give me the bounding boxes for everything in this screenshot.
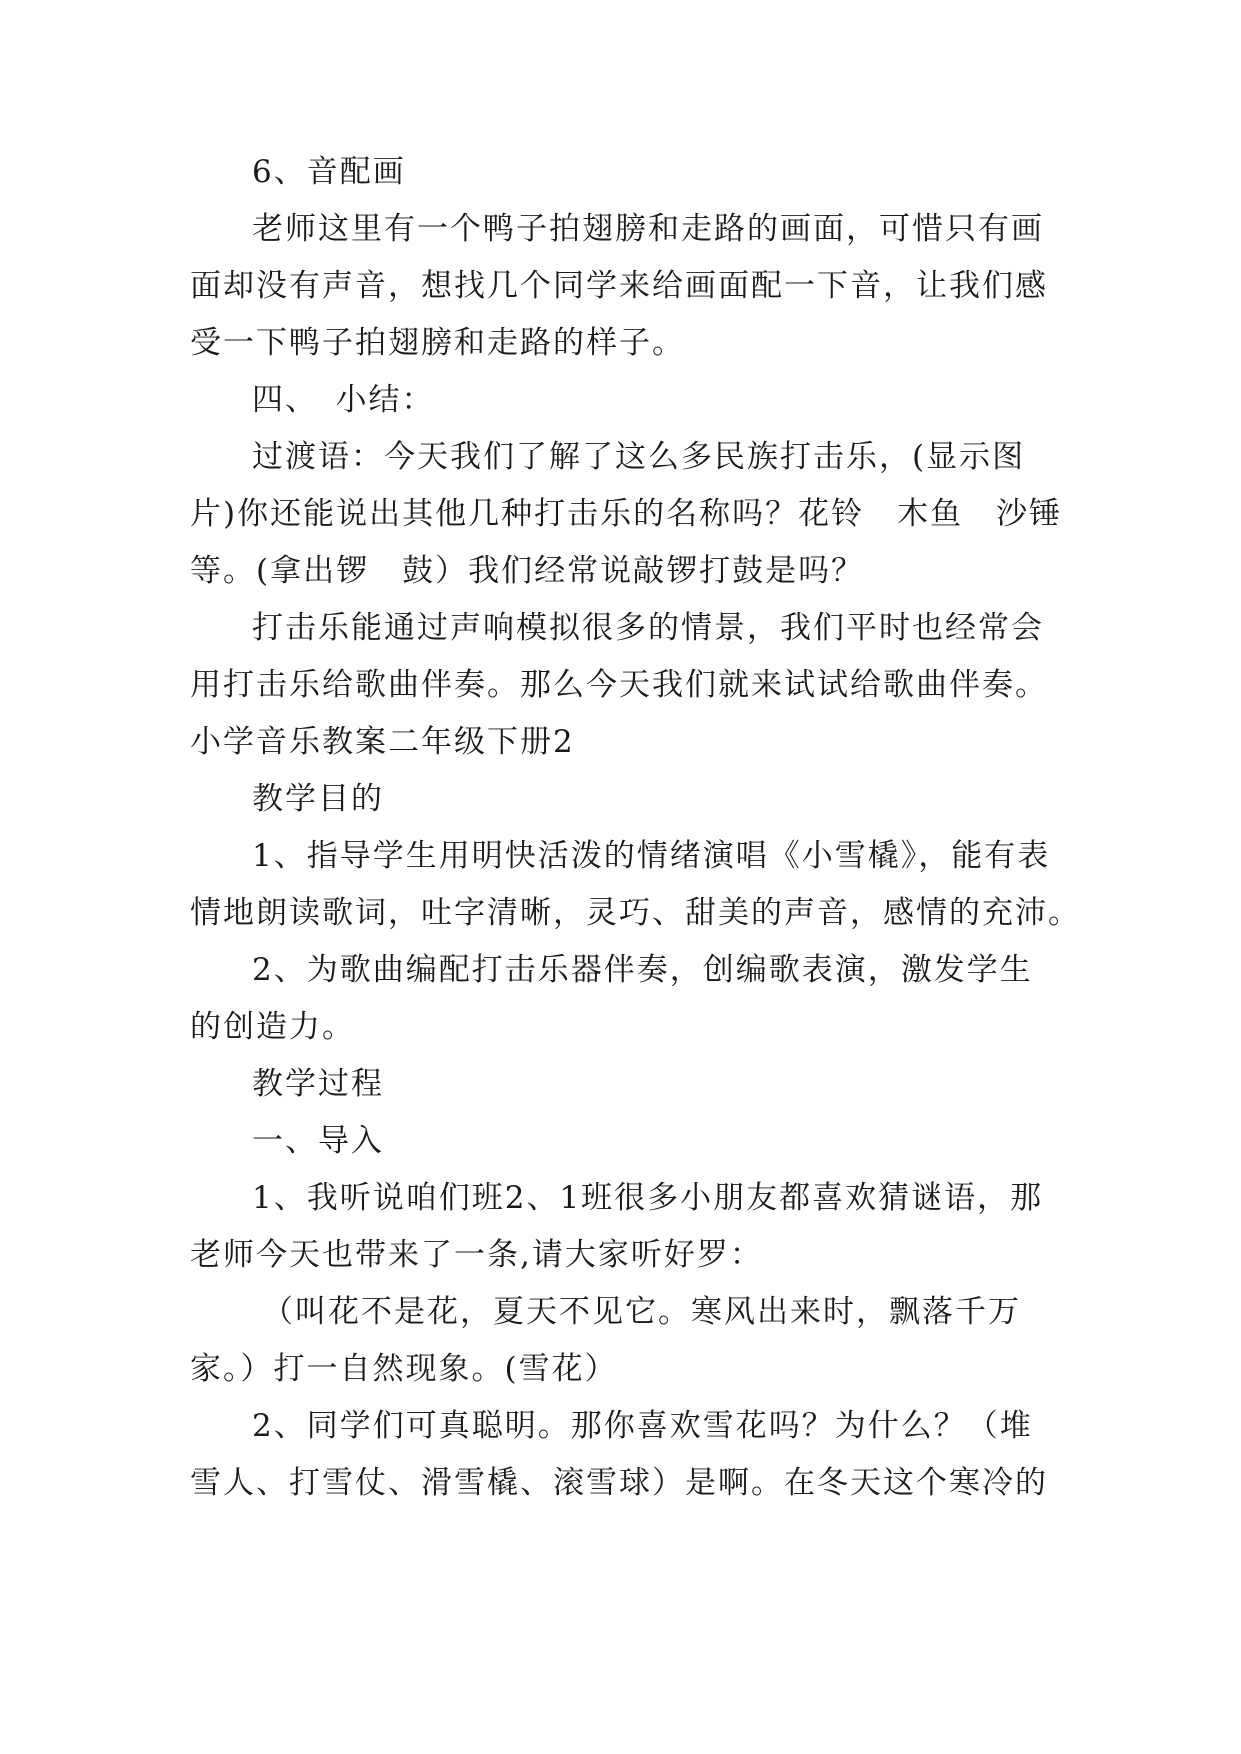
section-heading-introduction: 一、导入 bbox=[252, 1123, 384, 1159]
paragraph-line: 雪人、打雪仗、滑雪橇、滚雪球）是啊。在冬天这个寒冷的 bbox=[190, 1465, 1048, 1501]
paragraph-line: 1、指导学生用明快活泼的情绪演唱《小雪橇》，能有表 bbox=[252, 838, 1051, 874]
paragraph-line: 1、我听说咱们班2、1班很多小朋友都喜欢猜谜语，那 bbox=[252, 1180, 1044, 1216]
section-heading-teaching-objectives: 教学目的 bbox=[252, 781, 384, 817]
paragraph-line: 老师这里有一个鸭子拍翅膀和走路的画面，可惜只有画 bbox=[252, 211, 1044, 247]
paragraph-line: 的创造力。 bbox=[190, 1009, 355, 1045]
riddle-line: （叫花不是花，夏天不见它。寒风出来时，飘落千万 bbox=[262, 1294, 1021, 1330]
paragraph-line: 2、同学们可真聪明。那你喜欢雪花吗？为什么？（堆 bbox=[252, 1408, 1033, 1444]
document-title: 小学音乐教案二年级下册2 bbox=[190, 724, 575, 760]
paragraph-line: 情地朗读歌词，吐字清晰，灵巧、甜美的声音，感情的充沛。 bbox=[190, 895, 1081, 931]
paragraph-line: 面却没有声音，想找几个同学来给画面配一下音，让我们感 bbox=[190, 268, 1048, 304]
paragraph-line: 2、为歌曲编配打击乐器伴奏，创编歌表演，激发学生 bbox=[252, 952, 1033, 988]
paragraph-line: 过渡语：今天我们了解了这么多民族打击乐，(显示图 bbox=[252, 439, 1026, 475]
section-heading-music-with-picture: 6、音配画 bbox=[252, 154, 406, 190]
section-heading-summary: 四、 小结： bbox=[252, 382, 435, 418]
paragraph-line: 老师今天也带来了一条,请大家听好罗： bbox=[190, 1237, 763, 1273]
paragraph-line: 受一下鸭子拍翅膀和走路的样子。 bbox=[190, 325, 685, 361]
riddle-line: 家。）打一自然现象。(雪花） bbox=[190, 1351, 618, 1387]
paragraph-line: 片)你还能说出其他几种打击乐的名称吗？花铃 木鱼 沙锤 bbox=[190, 496, 1063, 532]
paragraph-line: 打击乐能通过声响模拟很多的情景，我们平时也经常会 bbox=[252, 610, 1044, 646]
paragraph-line: 用打击乐给歌曲伴奏。那么今天我们就来试试给歌曲伴奏。 bbox=[190, 667, 1048, 703]
section-heading-teaching-process: 教学过程 bbox=[252, 1066, 384, 1102]
paragraph-line: 等。(拿出锣 鼓）我们经常说敲锣打鼓是吗？ bbox=[190, 553, 865, 589]
